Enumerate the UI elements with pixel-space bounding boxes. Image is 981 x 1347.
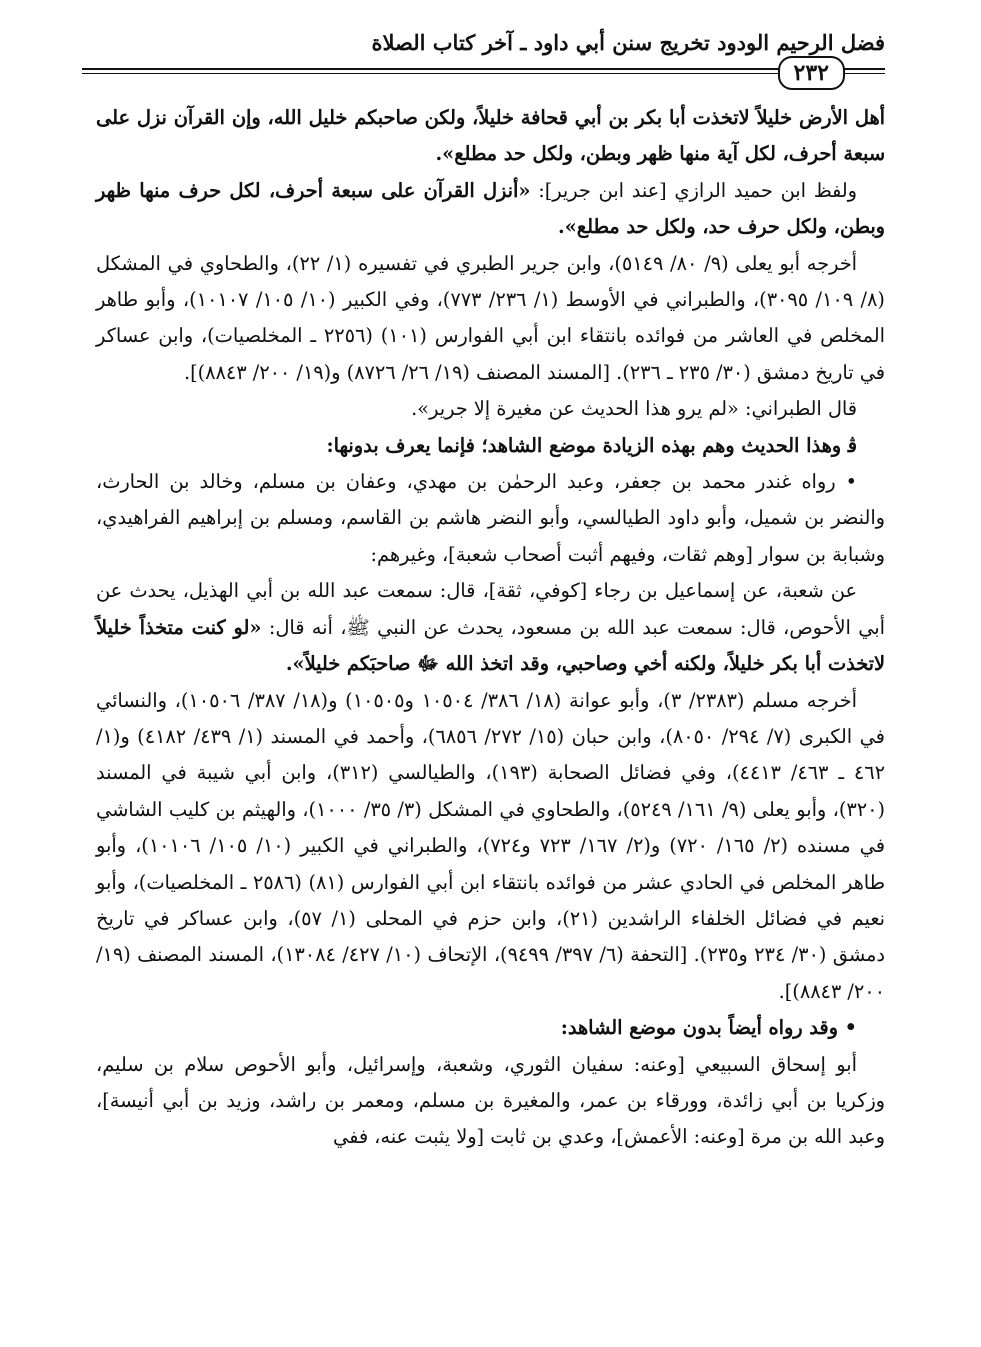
paragraph-text: أخرجه مسلم (٢٣٨٣/ ٣)، وأبو عوانة (١٨/ ٣٨٦/ ١٠٥٠٤ و١٠٥٠٥) و(١٨/ ٣٨٧/ ١٠٥٠٦)، والنسائي في الكبرى (٧/ ٢٩٤/ ٨٠٥٠)، وابن حبان (١٥/ ٢٧٢/ ٦٨٥٦)، وأحمد في المسند (١/ ٤٣٩/ ٤١٨٢) و(١/ ٤٦٢ ـ ٤٦٣/ ٤٤١٣)، وفي فضائل الصحابة (١٩٣)، والطيالسي (٣١٢)، وابن أبي شيبة في المسند (٣٢٠)، وأبو يعلى (٩/ ١٦١/ ٥٢٤٩)، والطحاوي في المشكل (٣/ ٣٥/ ١٠٠٠)، والهيثم بن كليب الشاشي في مسنده (٢/ ١٦٥/ ٧٢٠) و(٢/ ١٦٧/ ٧٢٣ و٧٢٤)، والطبراني في الكبير (١٠/ ١٠٥/ ١٠١٠٦)، وأبو طاهر المخلص في الحادي عشر من فوائده بانتقاء ابن أبي الفوارس (٨١) (٢٥٨٦ ـ المخلصيات)، وأبو نعيم في فضائل الخلفاء الراشدين (٢١)، وابن حزم في المحلى (١/ ٥٧)، وابن عساكر في تاريخ دمشق (٣٠/ ٢٣٤ و٢٣٥). [التحفة (٦/ ٣٩٧/ ٩٤٩٩)، الإتحاف (١٠/ ٤٢٧/ ١٣٠٨٤)، المسند المصنف (١٩/ ٢٠٠/ ٨٨٤٣)]. <box>96 688 886 1003</box>
hadith-text: أهل الأرض خليلاً لاتخذت أبا بكر بن أبي قحافة خليلاً، ولكن صاحبكم خليل الله، وإن القرآن نزل على سبعة أحرف، لكل آية منها ظهر وبطن، ولكل حد مطلع». <box>96 106 885 166</box>
hadith-text: «لو كنت متخذاً خليلاً لاتخذت أبا بكر خليلاً، ولكنه أخي وصاحبي، وقد اتخذ الله ﷻ صاحبَكم خليلاً». <box>96 615 885 676</box>
ruling-text: ﭬ وهذا الحديث وهم بهذه الزيادة موضع الشاهد؛ فإنما يعرف بدونها: <box>326 433 857 457</box>
paragraph-text: قال الطبراني: «لم يرو هذا الحديث عن مغيرة إلا جرير». <box>411 397 857 421</box>
paragraph-heading-without-witness <box>96 1010 885 1046</box>
paragraph-text: • رواه غندر محمد بن جعفر، وعبد الرحمٰن بن مهدي، وعفان بن مسلم، وخالد بن الحارث، والنضر بن شميل، وأبو داود الطيالسي، وأبو النضر هاشم بن القاسم، ومسلم بن إبراهيم الفراهيدي، وشبابة بن سوار [وهم ثقات، وفيهم أثبت أصحاب شعبة]، وغيرهم: <box>96 470 885 566</box>
paragraph-hadith-continuation <box>96 100 885 173</box>
running-title: فضل الرحيم الودود تخريج سنن أبي داود ـ آخر كتاب الصلاة <box>371 30 885 55</box>
header-rule <box>82 68 885 74</box>
paragraph-takhrij-1 <box>96 246 885 392</box>
paragraph-takhrij-2 <box>96 683 885 1011</box>
hadith-text: «أنزل القرآن على سبعة أحرف، لكل حرف منها ظهر وبطن، ولكل حرف حد، ولكل حد مطلع». <box>96 178 885 239</box>
page-body <box>96 100 885 1156</box>
paragraph-tabarani-note <box>96 391 885 427</box>
paragraph-text: عن شعبة، عن إسماعيل بن رجاء [كوفي، ثقة]، قال: سمعت عبد الله بن أبي الهذيل، يحدث عن أبي الأحوص، قال: سمعت عبد الله بن مسعود، يحدث عن النبي ﷺ، أنه قال: <box>96 579 885 639</box>
page-number: ٢٣٢ <box>778 56 845 90</box>
paragraph-abu-ishaq <box>96 1047 885 1156</box>
page-header <box>82 26 885 102</box>
section-heading: • وقد رواه أيضاً بدون موضع الشاهد: <box>560 1016 857 1040</box>
paragraph-isnad <box>96 573 885 682</box>
paragraph-ruling <box>96 428 885 464</box>
paragraph-text: ولفظ ابن حميد الرازي [عند ابن جرير]: <box>530 178 857 202</box>
paragraph-ibn-humaid-wording <box>96 173 885 246</box>
paragraph-text: أبو إسحاق السبيعي [وعنه: سفيان الثوري، وشعبة، وإسرائيل، وأبو الأحوص سلام بن سليم، وزكريا بن أبي زائدة، وورقاء بن عمر، والمغيرة بن مسلم، ومعمر بن راشد، وزيد بن أبي أنيسة]، وعبد الله بن مرة [وعنه: الأعمش]، وعدي بن ثابت [ولا يثبت عنه، ففي <box>96 1052 885 1149</box>
paragraph-text: أخرجه أبو يعلى (٩/ ٨٠/ ٥١٤٩)، وابن جرير الطبري في تفسيره (١/ ٢٢)، والطحاوي في المشكل (٨/ ١٠٩/ ٣٠٩٥)، والطبراني في الأوسط (١/ ٢٣٦/ ٧٧٣)، وفي الكبير (١٠/ ١٠٥/ ١٠١٠٧)، وأبو طاهر المخلص في العاشر من فوائده بانتقاء ابن أبي الفوارس (١٠١) (٢٢٥٦ ـ المخلصيات)، وابن عساكر في تاريخ دمشق (٣٠/ ٢٣٥ ـ ٢٣٦). [المسند المصنف (١٩/ ٢٦/ ٨٧٢٦) و(١٩/ ٢٠٠/ ٨٨٤٣)]. <box>96 251 885 384</box>
paragraph-narrators-list <box>96 464 885 573</box>
